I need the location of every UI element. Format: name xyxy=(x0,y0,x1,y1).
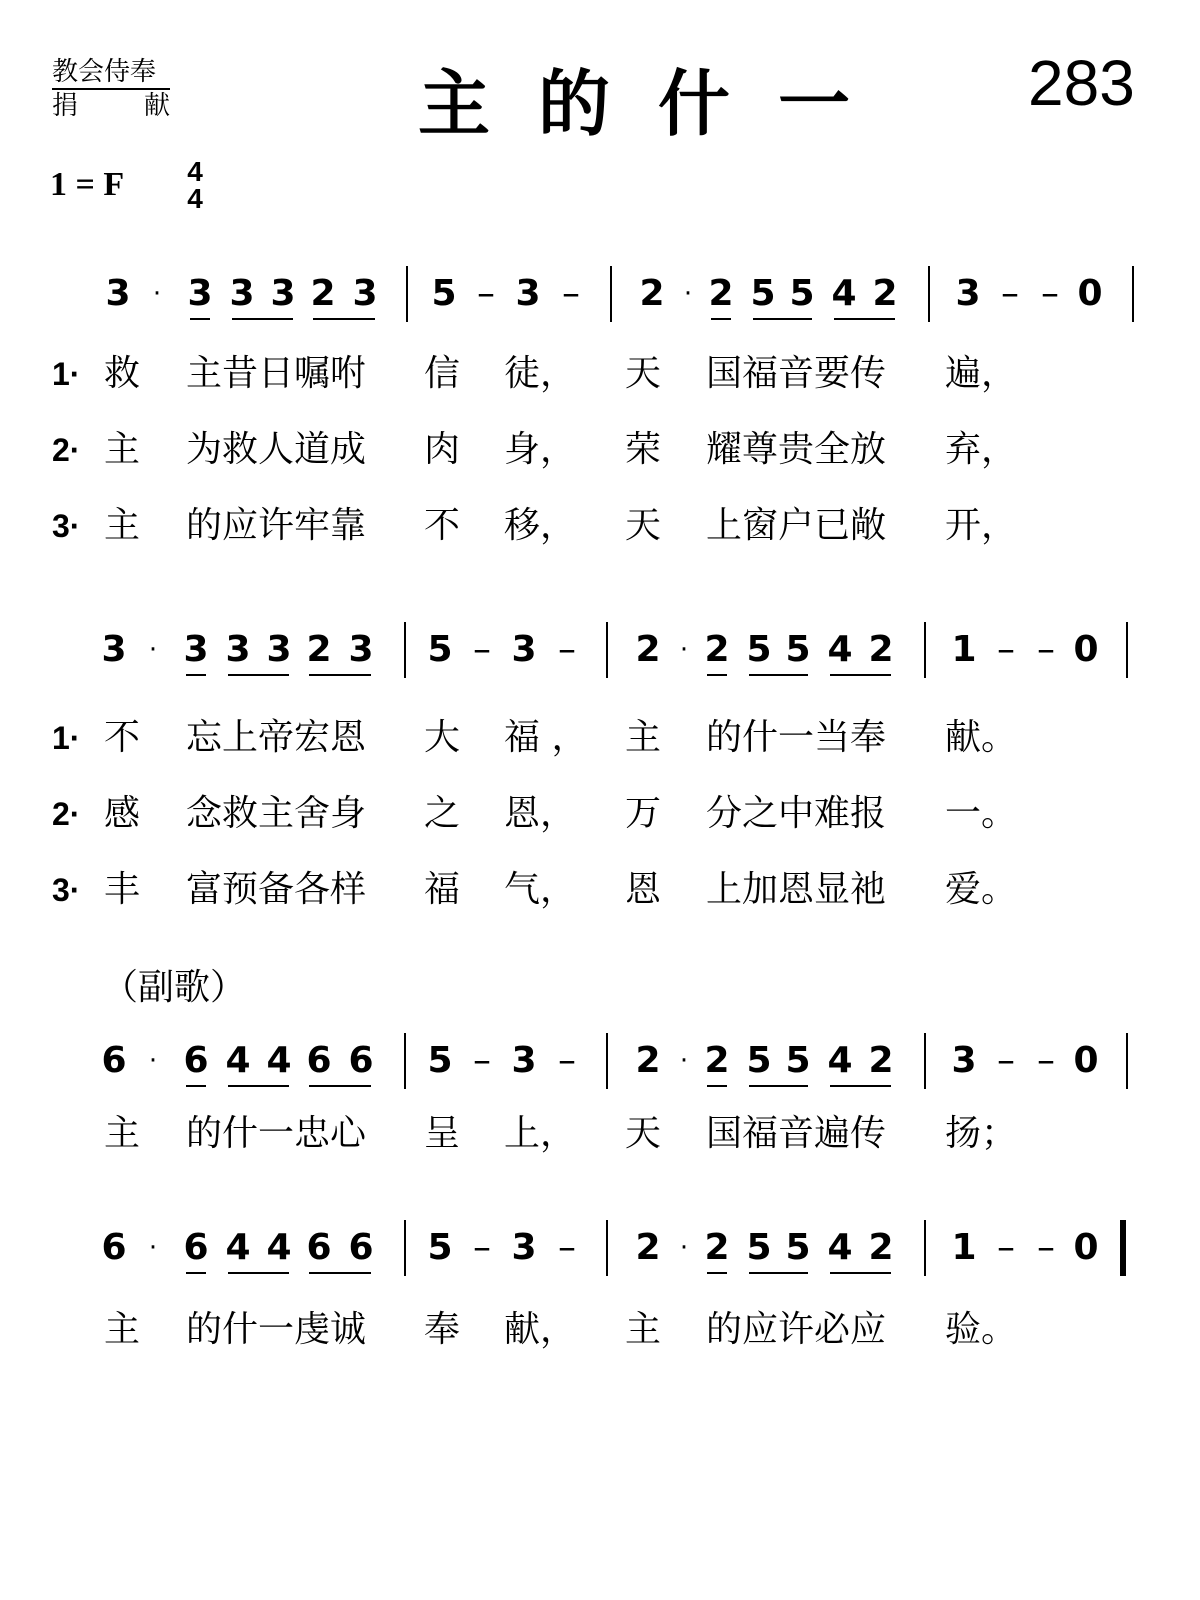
lyric-syllable: 福 ， xyxy=(504,717,588,758)
lyric-syllable: 之 xyxy=(424,793,461,834)
note: 3 xyxy=(511,629,537,670)
note: 6 xyxy=(306,1227,332,1268)
verse-number: 1· xyxy=(52,720,81,756)
underline xyxy=(309,674,371,676)
note: 3 xyxy=(225,629,251,670)
lyric-syllable: 献。 xyxy=(945,717,1018,758)
bar-line xyxy=(606,1033,608,1089)
note: 3 xyxy=(229,273,255,314)
verse-number: 3· xyxy=(52,872,81,908)
dash-mark: – xyxy=(1037,1040,1055,1081)
bar-line xyxy=(924,1033,926,1089)
bar-line xyxy=(404,1220,406,1276)
note: 5 xyxy=(746,1227,772,1268)
lyric-syllable: 主 xyxy=(104,505,141,546)
note: 5 xyxy=(785,629,811,670)
note: 2 xyxy=(708,273,734,314)
verse-number: 3· xyxy=(52,508,81,544)
chorus-label: （副歌） xyxy=(102,967,247,1008)
lyric-syllable: 主 xyxy=(104,1309,141,1350)
final-bar-line xyxy=(1120,1220,1125,1276)
note: 2 xyxy=(639,273,665,314)
note: 0 xyxy=(1073,1040,1099,1081)
key-signature: 1 = F xyxy=(50,166,125,203)
note: 4 xyxy=(827,629,853,670)
lyric-syllable: 国福音遍传 xyxy=(706,1113,887,1154)
underline xyxy=(834,318,895,320)
note: 6 xyxy=(348,1227,374,1268)
note: 1 xyxy=(951,629,977,670)
lyric-syllable: 肉 xyxy=(424,429,461,470)
category-line-2: 捐 献 xyxy=(52,91,170,121)
note: 3 xyxy=(951,1040,977,1081)
lyric-syllable: 上窗户已敞 xyxy=(706,505,887,546)
lyric-syllable: 不 xyxy=(104,717,141,758)
lyric-syllable: 的什一当奉 xyxy=(706,717,887,758)
underline xyxy=(749,1085,808,1087)
lyric-line xyxy=(0,502,1200,550)
note: 2 xyxy=(704,629,730,670)
note: 3 xyxy=(270,273,296,314)
bar-line xyxy=(924,1220,926,1276)
lyric-syllable: 一。 xyxy=(945,793,1018,834)
dot-mark: · xyxy=(148,1046,158,1076)
lyric-syllable: 的应许牢靠 xyxy=(186,505,367,546)
bar-line xyxy=(404,622,406,678)
dash-mark: – xyxy=(1037,629,1055,670)
underline xyxy=(186,1085,206,1087)
lyric-syllable: 天 xyxy=(625,505,662,546)
note: 4 xyxy=(827,1040,853,1081)
underline xyxy=(313,318,375,320)
note: 2 xyxy=(872,273,898,314)
note: 4 xyxy=(266,1227,292,1268)
lyric-syllable: 开， xyxy=(945,505,1018,546)
underline xyxy=(749,1272,808,1274)
lyric-line xyxy=(0,714,1200,762)
note: 3 xyxy=(101,629,127,670)
lyric-syllable: 大 xyxy=(424,717,461,758)
note: 2 xyxy=(635,629,661,670)
note: 3 xyxy=(183,629,209,670)
lyric-syllable: 徒， xyxy=(504,353,577,394)
note: 3 xyxy=(511,1040,537,1081)
underline xyxy=(190,318,210,320)
note: 5 xyxy=(746,1040,772,1081)
lyric-syllable: 的应许必应 xyxy=(706,1309,887,1350)
lyric-line xyxy=(0,790,1200,838)
note: 5 xyxy=(746,629,772,670)
lyric-syllable: 丰 xyxy=(104,869,141,910)
note: 3 xyxy=(515,273,541,314)
underline xyxy=(707,1085,727,1087)
bar-line xyxy=(924,622,926,678)
bar-line xyxy=(606,1220,608,1276)
note: 3 xyxy=(955,273,981,314)
hymn-title: 主的什一 xyxy=(418,62,899,146)
dot-mark: · xyxy=(152,279,162,309)
note: 2 xyxy=(704,1227,730,1268)
lyric-syllable: 感 xyxy=(104,793,141,834)
note: 3 xyxy=(352,273,378,314)
lyric-syllable: 主 xyxy=(625,1309,662,1350)
lyric-syllable: 信 xyxy=(424,353,461,394)
note: 0 xyxy=(1073,1227,1099,1268)
time-denominator: 4 xyxy=(187,183,203,214)
lyric-syllable: 爱。 xyxy=(945,869,1018,910)
category-line-1: 教会侍奉 xyxy=(52,56,170,90)
lyric-syllable: 主 xyxy=(104,429,141,470)
dash-mark: – xyxy=(558,1040,576,1081)
underline xyxy=(309,1085,371,1087)
dash-mark: – xyxy=(558,1227,576,1268)
lyric-syllable: 忘上帝宏恩 xyxy=(186,717,367,758)
note: 2 xyxy=(868,1040,894,1081)
lyric-syllable: 扬； xyxy=(945,1113,1018,1154)
dash-mark: – xyxy=(473,629,491,670)
lyric-line xyxy=(0,1110,1200,1158)
dash-mark: – xyxy=(1001,273,1019,314)
dash-mark: – xyxy=(562,273,580,314)
bar-line xyxy=(1126,1033,1128,1089)
note: 3 xyxy=(105,273,131,314)
verse-number: 1· xyxy=(52,356,81,392)
bar-line xyxy=(610,266,612,322)
dash-mark: – xyxy=(558,629,576,670)
lyric-syllable: 国福音要传 xyxy=(706,353,887,394)
music-line xyxy=(0,266,1200,322)
dot-mark: · xyxy=(679,635,689,665)
note: 5 xyxy=(427,1040,453,1081)
lyric-syllable: 上加恩显祂 xyxy=(706,869,887,910)
hymn-number: 283 xyxy=(1028,47,1135,119)
lyric-line xyxy=(0,350,1200,398)
lyric-syllable: 遍， xyxy=(945,353,1018,394)
note: 4 xyxy=(225,1227,251,1268)
lyric-line xyxy=(0,866,1200,914)
lyric-syllable: 天 xyxy=(625,1113,662,1154)
bar-line xyxy=(406,266,408,322)
note: 6 xyxy=(183,1040,209,1081)
lyric-syllable: 主 xyxy=(104,1113,141,1154)
underline xyxy=(830,1085,891,1087)
note: 1 xyxy=(951,1227,977,1268)
note: 3 xyxy=(187,273,213,314)
note: 6 xyxy=(306,1040,332,1081)
dash-mark: – xyxy=(473,1227,491,1268)
dot-mark: · xyxy=(148,1233,158,1263)
note: 5 xyxy=(750,273,776,314)
lyric-syllable: 救 xyxy=(104,353,141,394)
note: 4 xyxy=(831,273,857,314)
lyric-syllable: 身， xyxy=(504,429,577,470)
dot-mark: · xyxy=(148,635,158,665)
lyric-syllable: 主 xyxy=(625,717,662,758)
note: 6 xyxy=(101,1040,127,1081)
lyric-syllable: 富预备各样 xyxy=(186,869,367,910)
note: 2 xyxy=(635,1227,661,1268)
note: 5 xyxy=(427,1227,453,1268)
note: 4 xyxy=(827,1227,853,1268)
note: 5 xyxy=(431,273,457,314)
underline xyxy=(830,674,891,676)
bar-line xyxy=(404,1033,406,1089)
note: 2 xyxy=(868,629,894,670)
note: 2 xyxy=(704,1040,730,1081)
lyric-syllable: 为救人道成 xyxy=(186,429,367,470)
note: 6 xyxy=(348,1040,374,1081)
lyric-syllable: 分之中难报 xyxy=(706,793,887,834)
lyric-syllable: 气， xyxy=(504,869,577,910)
note: 5 xyxy=(785,1227,811,1268)
note: 2 xyxy=(635,1040,661,1081)
underline xyxy=(186,1272,206,1274)
lyric-syllable: 的什一忠心 xyxy=(186,1113,367,1154)
music-line xyxy=(0,1033,1200,1089)
underline xyxy=(707,674,727,676)
verse-number: 2· xyxy=(52,796,81,832)
dot-mark: · xyxy=(683,279,693,309)
note: 3 xyxy=(348,629,374,670)
note: 3 xyxy=(511,1227,537,1268)
lyric-syllable: 天 xyxy=(625,353,662,394)
lyric-syllable: 荣 xyxy=(625,429,662,470)
dash-mark: – xyxy=(997,1040,1015,1081)
dash-mark: – xyxy=(473,1040,491,1081)
lyric-syllable: 的什一虔诚 xyxy=(186,1309,367,1350)
dash-mark: – xyxy=(997,629,1015,670)
note: 3 xyxy=(266,629,292,670)
lyric-syllable: 献， xyxy=(504,1309,577,1350)
underline xyxy=(830,1272,891,1274)
lyric-syllable: 恩 xyxy=(625,869,662,910)
note: 2 xyxy=(306,629,332,670)
note: 4 xyxy=(225,1040,251,1081)
dash-mark: – xyxy=(997,1227,1015,1268)
underline xyxy=(707,1272,727,1274)
lyric-syllable: 奉 xyxy=(424,1309,461,1350)
underline xyxy=(228,1272,289,1274)
bar-line xyxy=(1126,622,1128,678)
dash-mark: – xyxy=(1037,1227,1055,1268)
lyric-syllable: 念救主舍身 xyxy=(186,793,367,834)
note: 6 xyxy=(101,1227,127,1268)
bar-line xyxy=(1132,266,1134,322)
note: 5 xyxy=(789,273,815,314)
bar-line xyxy=(928,266,930,322)
lyric-syllable: 上， xyxy=(504,1113,577,1154)
lyric-syllable: 弃， xyxy=(945,429,1018,470)
note: 2 xyxy=(310,273,336,314)
underline xyxy=(711,318,731,320)
underline xyxy=(749,674,808,676)
lyric-syllable: 不 xyxy=(424,505,461,546)
bar-line xyxy=(606,622,608,678)
underline xyxy=(228,674,289,676)
note: 5 xyxy=(785,1040,811,1081)
dot-mark: · xyxy=(679,1233,689,1263)
lyric-syllable: 恩， xyxy=(504,793,577,834)
note: 0 xyxy=(1077,273,1103,314)
music-line xyxy=(0,622,1200,678)
dot-mark: · xyxy=(679,1046,689,1076)
underline xyxy=(228,1085,289,1087)
dash-mark: – xyxy=(1041,273,1059,314)
underline xyxy=(309,1272,371,1274)
lyric-syllable: 耀尊贵全放 xyxy=(706,429,887,470)
lyric-line xyxy=(0,426,1200,474)
lyric-syllable: 福 xyxy=(424,869,461,910)
note: 4 xyxy=(266,1040,292,1081)
music-line xyxy=(0,1220,1200,1276)
underline xyxy=(232,318,293,320)
underline xyxy=(186,674,206,676)
note: 2 xyxy=(868,1227,894,1268)
lyric-syllable: 万 xyxy=(625,793,662,834)
time-numerator: 4 xyxy=(187,156,203,187)
dash-mark: – xyxy=(477,273,495,314)
underline xyxy=(753,318,812,320)
note: 0 xyxy=(1073,629,1099,670)
lyric-syllable: 主昔日嘱咐 xyxy=(186,353,367,394)
note: 5 xyxy=(427,629,453,670)
lyric-syllable: 移， xyxy=(504,505,577,546)
lyric-syllable: 呈 xyxy=(424,1113,461,1154)
lyric-syllable: 验。 xyxy=(945,1309,1018,1350)
note: 6 xyxy=(183,1227,209,1268)
verse-number: 2· xyxy=(52,432,81,468)
lyric-line xyxy=(0,1306,1200,1354)
